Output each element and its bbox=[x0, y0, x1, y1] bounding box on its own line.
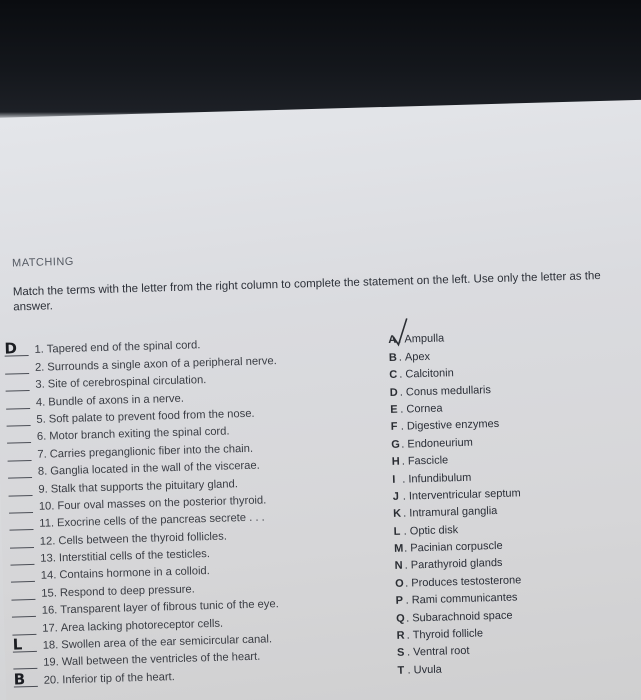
statement-number: 3. bbox=[35, 378, 45, 392]
option-dot: . bbox=[400, 420, 408, 433]
option-dot: . bbox=[402, 490, 410, 503]
option-dot: . bbox=[407, 664, 414, 677]
option-text: Ampulla bbox=[404, 332, 445, 346]
option-letter: C bbox=[389, 368, 398, 382]
statement-text: Soft palate to prevent food from the nose. bbox=[48, 407, 255, 426]
statement-text: Bundle of axons in a nerve. bbox=[48, 392, 185, 409]
option-dot: . bbox=[401, 455, 409, 468]
option-text: Uvula bbox=[413, 663, 442, 677]
statement-number: 6. bbox=[36, 430, 47, 444]
statement-number: 7. bbox=[37, 448, 47, 461]
statement-text: Carries preganglionic fiber into the chain. bbox=[49, 442, 254, 461]
statement-text: Wall between the ventricles of the heart. bbox=[61, 651, 261, 669]
option-letter: N bbox=[394, 560, 403, 573]
statement-text: Transparent layer of fibrous tunic of the eye. bbox=[60, 598, 279, 617]
handwritten-answer: D bbox=[4, 339, 18, 359]
answer-blank[interactable] bbox=[10, 550, 34, 566]
answer-blank[interactable] bbox=[7, 428, 31, 444]
statements-column bbox=[4, 330, 364, 687]
option-text: Thyroid follicle bbox=[412, 627, 484, 642]
option-dot: . bbox=[404, 559, 411, 573]
statement-number: 15. bbox=[41, 587, 58, 600]
option-text: Interventricular septum bbox=[408, 487, 521, 503]
answer-blank[interactable] bbox=[5, 376, 29, 392]
option-text: Fascicle bbox=[407, 454, 449, 468]
answer-blank[interactable] bbox=[12, 620, 36, 636]
answer-blank[interactable] bbox=[8, 480, 32, 496]
statement-number: 10. bbox=[38, 500, 55, 513]
statement-text: Swollen area of the ear semicircular canal. bbox=[61, 633, 273, 652]
option-text: Infundibulum bbox=[408, 471, 472, 485]
statement-number: 16. bbox=[41, 604, 58, 617]
answer-blank[interactable] bbox=[6, 394, 30, 410]
option-letter: L bbox=[393, 525, 401, 538]
answer-blank[interactable] bbox=[11, 567, 35, 583]
option-letter: P bbox=[395, 594, 404, 608]
answer-blank[interactable] bbox=[6, 411, 30, 427]
answer-blank[interactable] bbox=[13, 637, 37, 653]
option-dot: . bbox=[406, 646, 414, 659]
answer-blank[interactable] bbox=[5, 359, 29, 375]
option-text: Apex bbox=[404, 350, 431, 364]
option-text: Rami communicantes bbox=[411, 591, 518, 607]
answer-blank[interactable] bbox=[9, 515, 33, 531]
option-dot: . bbox=[399, 368, 406, 381]
option-letter: A bbox=[388, 334, 397, 347]
statement-text: Four oval masses on the posterior thyroid. bbox=[57, 494, 267, 513]
statement-text: Stalk that supports the pituitary gland. bbox=[50, 477, 239, 495]
option-text: Intramural ganglia bbox=[409, 505, 498, 520]
option-letter: I bbox=[392, 473, 396, 486]
option-dot: . bbox=[404, 542, 411, 555]
option-letter: O bbox=[394, 577, 404, 590]
statement-number: 11. bbox=[39, 517, 55, 531]
answer-blank[interactable] bbox=[12, 602, 36, 618]
answer-blank[interactable] bbox=[11, 585, 35, 601]
option-letter: B bbox=[388, 351, 397, 364]
answer-blank[interactable] bbox=[13, 654, 37, 670]
option-letter: F bbox=[390, 421, 398, 434]
handwritten-answer: B bbox=[13, 670, 26, 689]
answer-blank[interactable] bbox=[4, 341, 28, 357]
statement-number: 12. bbox=[39, 535, 56, 548]
statement-number: 2. bbox=[34, 361, 45, 374]
statement-number: 4. bbox=[35, 396, 46, 409]
option-dot: . bbox=[405, 612, 413, 625]
option-dot: . bbox=[406, 629, 413, 642]
option-text: Produces testosterone bbox=[411, 574, 522, 590]
option-dot: . bbox=[403, 525, 410, 538]
statement-number: 13. bbox=[40, 552, 57, 565]
option-letter: Q bbox=[395, 612, 405, 625]
option-text: Ventral root bbox=[413, 645, 470, 659]
statement-text: Cells between the thyroid follicles. bbox=[58, 530, 228, 547]
option-letter: D bbox=[389, 386, 398, 399]
option-text: Parathyroid glands bbox=[410, 557, 503, 572]
statement-text: Tapered end of the spinal cord. bbox=[46, 339, 201, 356]
option-text: Pacinian corpuscle bbox=[410, 539, 503, 555]
instructions-text: Match the terms with the letter from the right column to complete the statement on the left. Use only the letter as the answer. bbox=[12, 270, 601, 314]
statement-number: 18. bbox=[42, 639, 59, 652]
option-dot: . bbox=[398, 333, 405, 347]
handwritten-answer: L bbox=[12, 635, 23, 654]
statement-text: Exocrine cells of the pancreas secrete . . . bbox=[56, 511, 265, 530]
statement-text: Contains hormone in a colloid. bbox=[59, 565, 210, 582]
option-text: Calcitonin bbox=[405, 367, 454, 381]
answer-blank[interactable] bbox=[13, 672, 37, 688]
option-text: Subarachnoid space bbox=[412, 609, 513, 625]
option-dot: . bbox=[399, 386, 407, 399]
option-letter: R bbox=[396, 629, 405, 642]
statement-text: Interstitial cells of the testicles. bbox=[58, 548, 211, 565]
statement-number: 19. bbox=[43, 656, 59, 670]
statement-number: 20. bbox=[43, 674, 60, 687]
options-column bbox=[388, 322, 638, 676]
statement-text: Ganglia located in the wall of the viscerae. bbox=[50, 459, 260, 478]
answer-blank[interactable] bbox=[10, 533, 34, 549]
option-letter: E bbox=[390, 403, 398, 416]
option-text: Digestive enzymes bbox=[406, 418, 500, 433]
option-letter: H bbox=[391, 455, 400, 469]
statement-number: 5. bbox=[36, 413, 46, 426]
option-dot: . bbox=[405, 594, 412, 607]
option-dot: . bbox=[401, 438, 408, 451]
statement-text: Motor branch exiting the spinal cord. bbox=[49, 425, 230, 443]
statement-number: 1. bbox=[34, 343, 45, 357]
answer-blank[interactable] bbox=[8, 463, 32, 479]
section-heading: MATCHING bbox=[11, 255, 75, 270]
statement-text: Surrounds a single axon of a peripheral nerve. bbox=[47, 354, 277, 374]
option-letter: K bbox=[393, 507, 402, 521]
statement-text: Site of cerebrospinal circulation. bbox=[47, 374, 207, 391]
worksheet-page bbox=[0, 99, 641, 700]
statement-number: 9. bbox=[38, 483, 48, 496]
option-text: Endoneurium bbox=[407, 436, 473, 451]
statement-number: 8. bbox=[37, 465, 48, 478]
statement-text: Inferior tip of the heart. bbox=[62, 670, 175, 687]
statement-text: Respond to deep pressure. bbox=[59, 583, 195, 600]
option-letter: M bbox=[394, 542, 404, 555]
statement-number: 14. bbox=[40, 569, 57, 583]
option-dot: . bbox=[398, 351, 406, 364]
option-text: Conus medullaris bbox=[405, 383, 492, 399]
option-letter: G bbox=[391, 438, 401, 451]
answer-blank[interactable] bbox=[7, 446, 31, 462]
statement-number: 17. bbox=[42, 621, 58, 635]
option-text: Optic disk bbox=[409, 523, 459, 538]
option-letter: J bbox=[392, 490, 400, 503]
option-text: Cornea bbox=[406, 402, 443, 416]
option-dot: . bbox=[404, 577, 412, 590]
option-dot: . bbox=[400, 403, 407, 416]
option-dot: . bbox=[403, 507, 410, 520]
option-dot: . bbox=[402, 472, 409, 486]
option-letter: S bbox=[396, 647, 405, 660]
statement-text: Area lacking photoreceptor cells. bbox=[60, 617, 224, 634]
option-letter: T bbox=[397, 664, 405, 677]
answer-blank[interactable] bbox=[9, 498, 33, 514]
